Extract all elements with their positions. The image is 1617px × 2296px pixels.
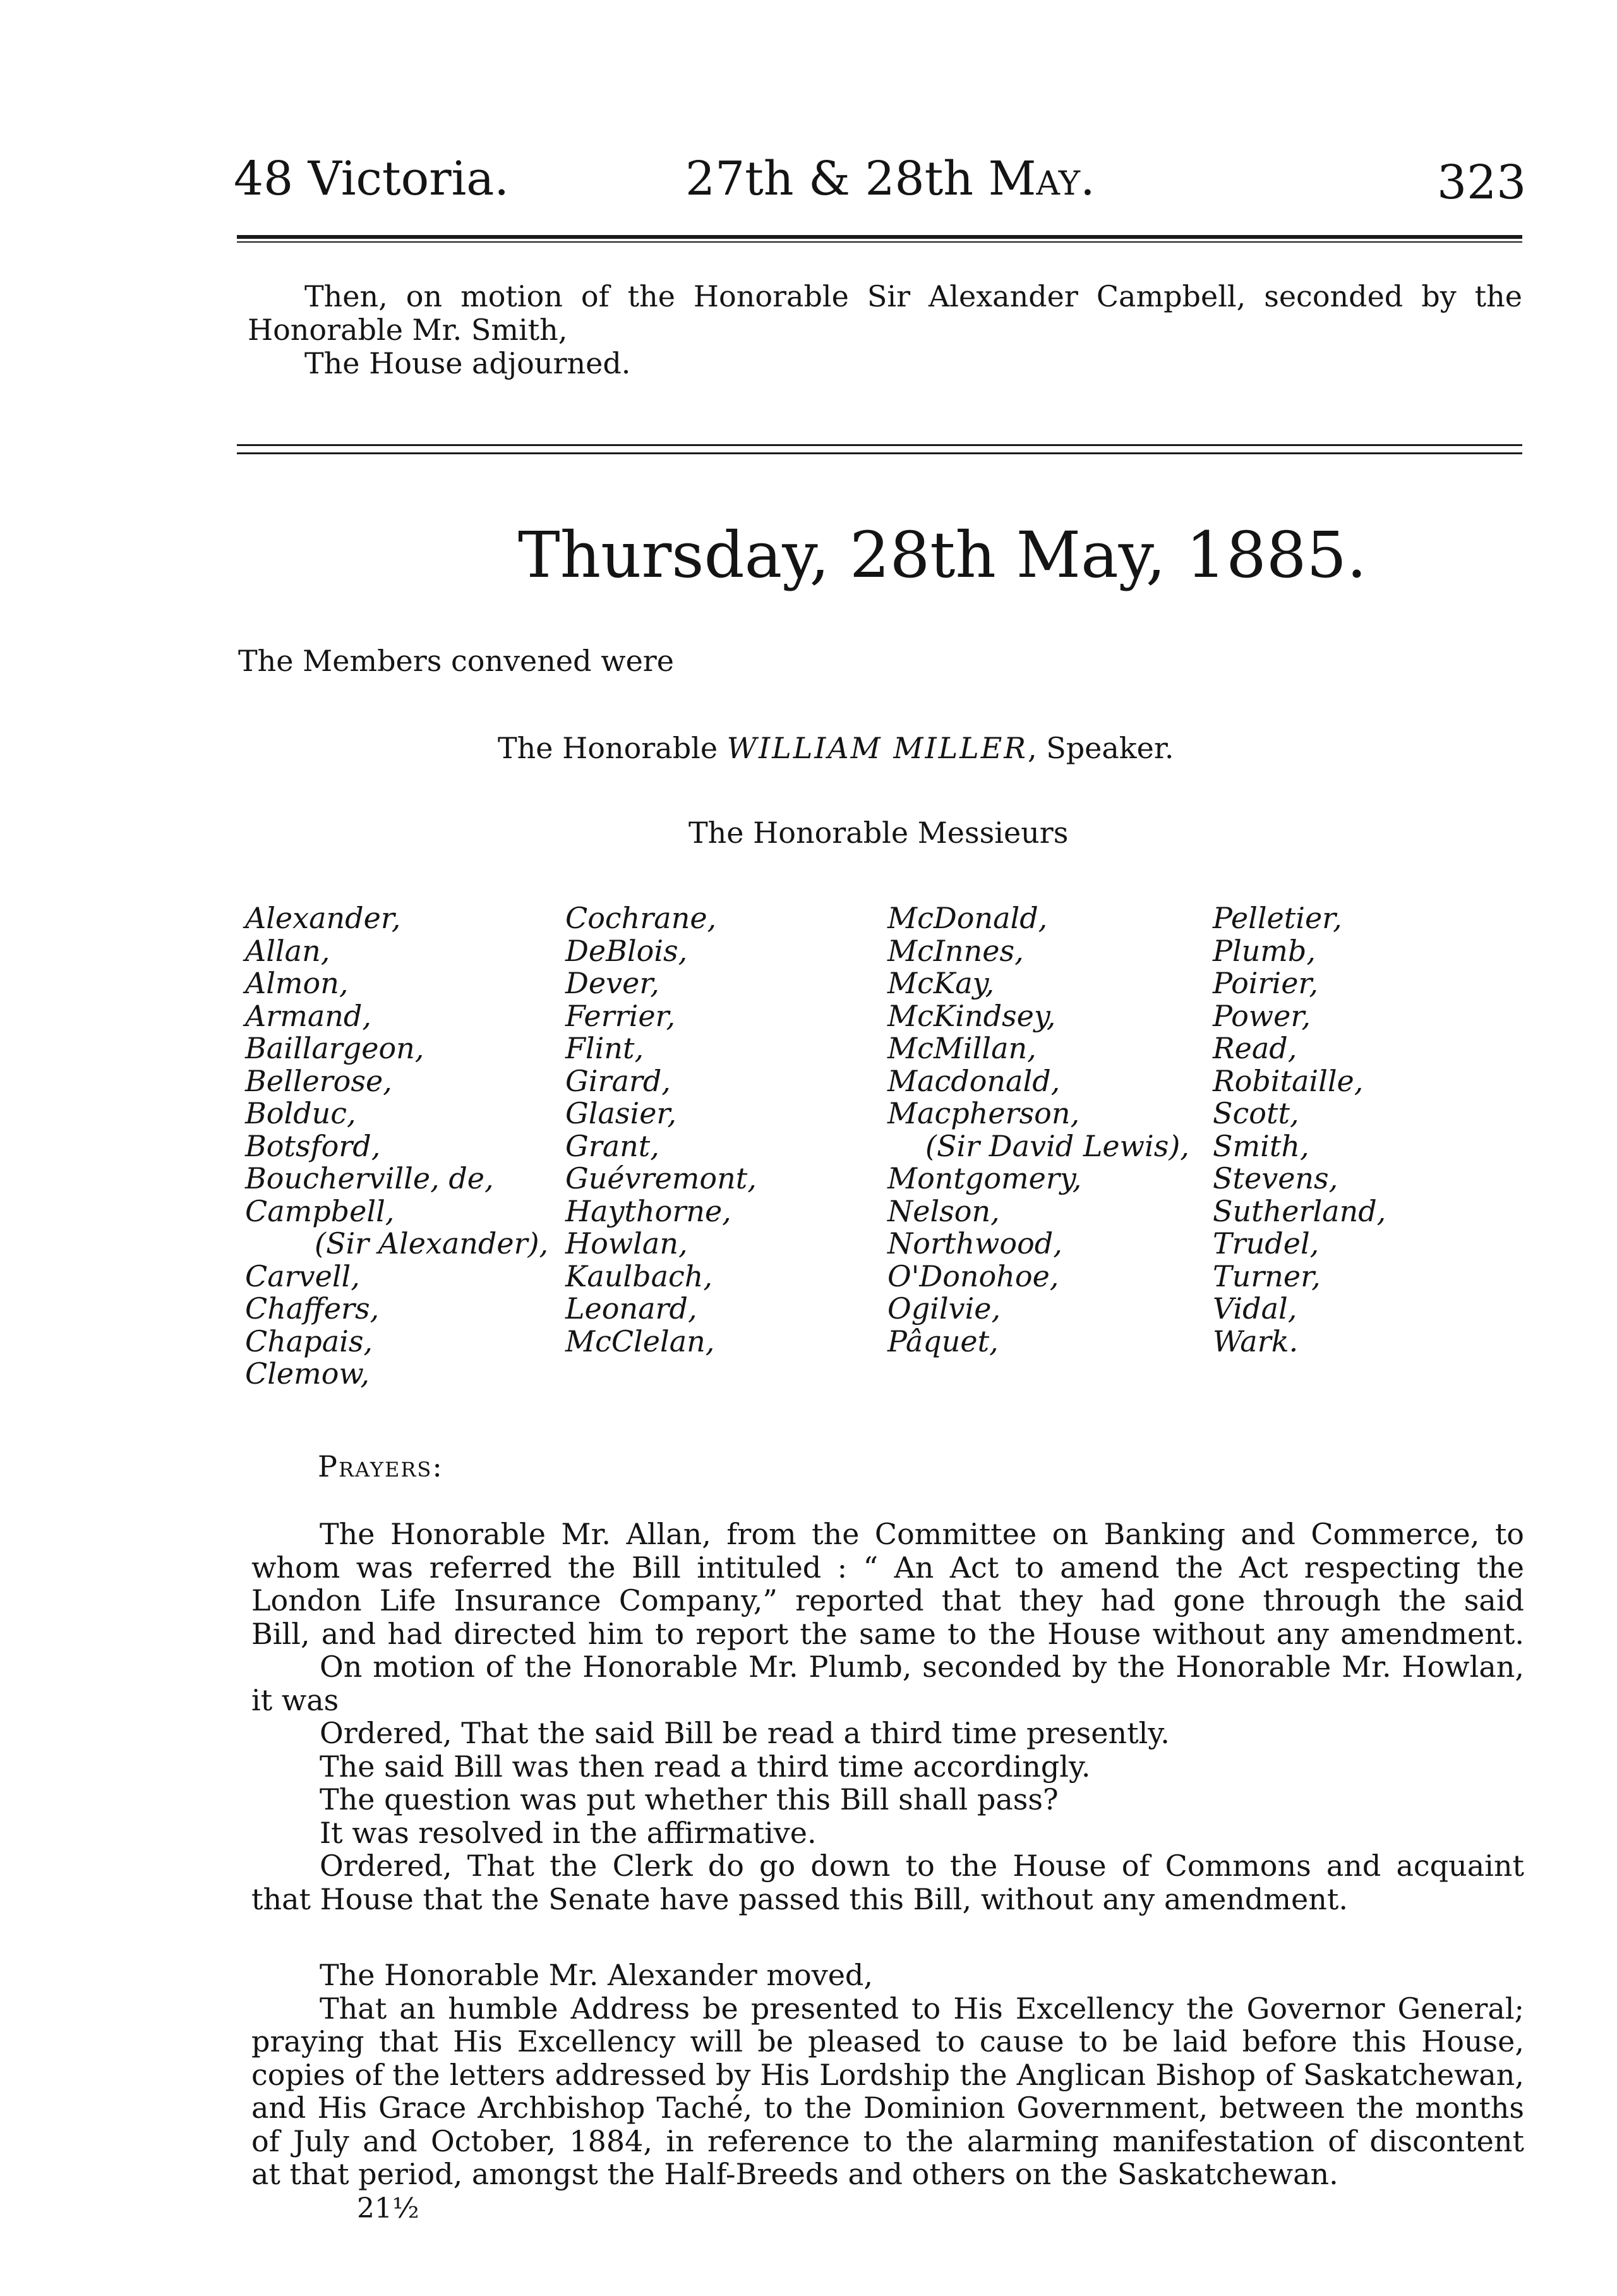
member-name: Pâquet,	[887, 1324, 999, 1358]
member-name: Bolduc,	[245, 1096, 356, 1130]
paragraph-line: of July and October, 1884, in reference to the alarming manifestation of discontent	[251, 2124, 1524, 2158]
member-name: Poirier,	[1213, 966, 1318, 1000]
header-dates-month: May.	[988, 152, 1095, 206]
member-name: Turner,	[1213, 1259, 1321, 1293]
speaker-suffix: , Speaker.	[1027, 731, 1174, 765]
member-name: Stevens,	[1213, 1161, 1338, 1195]
paragraph-line: It was resolved in the affirmative.	[320, 1815, 817, 1850]
member-name: (Sir Alexander),	[315, 1226, 549, 1260]
member-name: Nelson,	[887, 1193, 1000, 1228]
member-name: McInnes,	[887, 933, 1024, 968]
adjournment-line-2: Honorable Mr. Smith,	[248, 313, 568, 347]
member-name: Botsford,	[245, 1128, 381, 1163]
header-dates-prefix: 27th & 28th	[685, 152, 989, 206]
member-name: McDonald,	[887, 901, 1048, 935]
paragraph-line: copies of the letters addressed by His Lordship the Anglican Bishop of Saskatchewan,	[251, 2057, 1524, 2092]
member-name: Sutherland,	[1213, 1193, 1386, 1228]
member-name: McMillan,	[887, 1031, 1037, 1065]
section-rule-top	[237, 444, 1522, 446]
committee-report-paragraph	[251, 1518, 1524, 1916]
paragraph-line: Bill, and had directed him to report the same to the House without any amendment.	[251, 1616, 1524, 1651]
member-name: Armand,	[245, 998, 371, 1033]
member-name: Chapais,	[245, 1324, 373, 1358]
date-heading: Thursday, 28th May, 1885.	[518, 518, 1367, 592]
paragraph-line: at that period, amongst the Half-Breeds and others on the Saskatchewan.	[251, 2157, 1338, 2191]
paragraph-line: that House that the Senate have passed this Bill, without any amendment.	[251, 1882, 1348, 1916]
member-name: Dever,	[565, 966, 659, 1000]
member-name: Flint,	[565, 1031, 644, 1065]
member-name: Haythorne,	[565, 1193, 731, 1228]
member-name: Leonard,	[565, 1291, 697, 1326]
paragraph-line: The Honorable Mr. Alexander moved,	[320, 1958, 873, 1992]
member-name: Northwood,	[887, 1226, 1062, 1260]
member-name: Trudel,	[1213, 1226, 1319, 1260]
member-name: Baillargeon,	[245, 1031, 424, 1065]
section-rule-bottom	[237, 452, 1522, 454]
paragraph-line: Ordered, That the Clerk do go down to the House of Commons and acquaint	[320, 1849, 1524, 1883]
paragraph-line: whom was referred the Bill intituled : “ An Act to amend the Act respecting the	[251, 1550, 1524, 1585]
member-name: Power,	[1213, 998, 1311, 1033]
members-column-4	[1213, 902, 1386, 1358]
member-name: Grant,	[565, 1128, 659, 1163]
prayers-heading: Prayers:	[318, 1449, 443, 1483]
member-name: McKindsey,	[887, 998, 1056, 1033]
member-name: Cochrane,	[565, 901, 717, 935]
member-name: Wark.	[1213, 1324, 1299, 1358]
member-name: Boucherville, de,	[245, 1161, 494, 1195]
address-motion-paragraph	[251, 1959, 1524, 2191]
member-name: Montgomery,	[887, 1161, 1082, 1195]
paragraph-line: it was	[251, 1683, 339, 1717]
member-name: Vidal,	[1213, 1291, 1297, 1326]
member-name: Guévremont,	[565, 1161, 757, 1195]
member-name: Glasier,	[565, 1096, 676, 1130]
adjournment-line-1: Then, on motion of the Honorable Sir Alexander Campbell, seconded by the	[304, 279, 1522, 313]
member-name: Ogilvie,	[887, 1291, 1001, 1326]
member-name: Pelletier,	[1213, 901, 1342, 935]
members-convened: The Members convened were	[238, 644, 674, 678]
member-name: Macpherson,	[887, 1096, 1080, 1130]
signature-mark: 21½	[357, 2192, 419, 2225]
paragraph-line: The Honorable Mr. Allan, from the Committee on Banking and Commerce, to	[320, 1517, 1524, 1551]
member-name: Read,	[1213, 1031, 1297, 1065]
paragraph-line: Ordered, That the said Bill be read a third time presently.	[320, 1716, 1170, 1750]
paragraph-line: On motion of the Honorable Mr. Plumb, seconded by the Honorable Mr. Howlan,	[320, 1650, 1524, 1684]
member-name: Bellerose,	[245, 1063, 392, 1098]
member-name: Kaulbach,	[565, 1259, 713, 1293]
speaker-line	[498, 732, 1174, 764]
adjournment-line-3: The House adjourned.	[304, 346, 631, 380]
page-number: 323	[1437, 155, 1527, 210]
member-name: Girard,	[565, 1063, 671, 1098]
members-column-1	[245, 902, 548, 1391]
paragraph-line: The question was put whether this Bill shall pass?	[320, 1782, 1059, 1816]
member-name: Macdonald,	[887, 1063, 1061, 1098]
member-name: McClelan,	[565, 1324, 715, 1358]
paragraph-line: praying that His Excellency will be pleased to cause to be laid before this House,	[251, 2024, 1524, 2058]
member-name: DeBlois,	[565, 933, 688, 968]
member-name: Howlan,	[565, 1226, 688, 1260]
header-session: 48 Victoria.	[234, 152, 509, 206]
speaker-name: WILLIAM MILLER	[726, 731, 1028, 765]
member-name: Ferrier,	[565, 998, 676, 1033]
header-rule-thick	[237, 235, 1522, 239]
member-name: O'Donohoe,	[887, 1259, 1059, 1293]
member-name: Allan,	[245, 933, 330, 968]
members-column-2	[565, 902, 757, 1358]
member-name: Almon,	[245, 966, 349, 1000]
paragraph-line: That an humble Address be presented to His Excellency the Governor General;	[320, 1991, 1524, 2026]
member-name: McKay,	[887, 966, 995, 1000]
member-name: Plumb,	[1213, 933, 1316, 968]
member-name: Alexander,	[245, 901, 401, 935]
paragraph-line: The said Bill was then read a third time accordingly.	[320, 1749, 1091, 1784]
member-name: Carvell,	[245, 1259, 360, 1293]
messieurs-heading: The Honorable Messieurs	[688, 816, 1069, 850]
paragraph-line: and His Grace Archbishop Taché, to the Dominion Government, between the months	[251, 2091, 1524, 2125]
member-name: Scott,	[1213, 1096, 1299, 1130]
header-dates	[685, 152, 1095, 206]
member-name: Smith,	[1213, 1128, 1309, 1163]
header-rule-thin	[237, 241, 1522, 243]
speaker-prefix: The Honorable	[498, 731, 727, 765]
member-name: Campbell,	[245, 1193, 395, 1228]
member-name: Clemow,	[245, 1356, 370, 1391]
paragraph-line: London Life Insurance Company,” reported that they had gone through the said	[251, 1583, 1524, 1617]
member-name: Robitaille,	[1213, 1063, 1364, 1098]
members-column-3	[887, 902, 1189, 1358]
member-name: (Sir David Lewis),	[925, 1128, 1189, 1163]
member-name: Chaffers,	[245, 1291, 380, 1326]
